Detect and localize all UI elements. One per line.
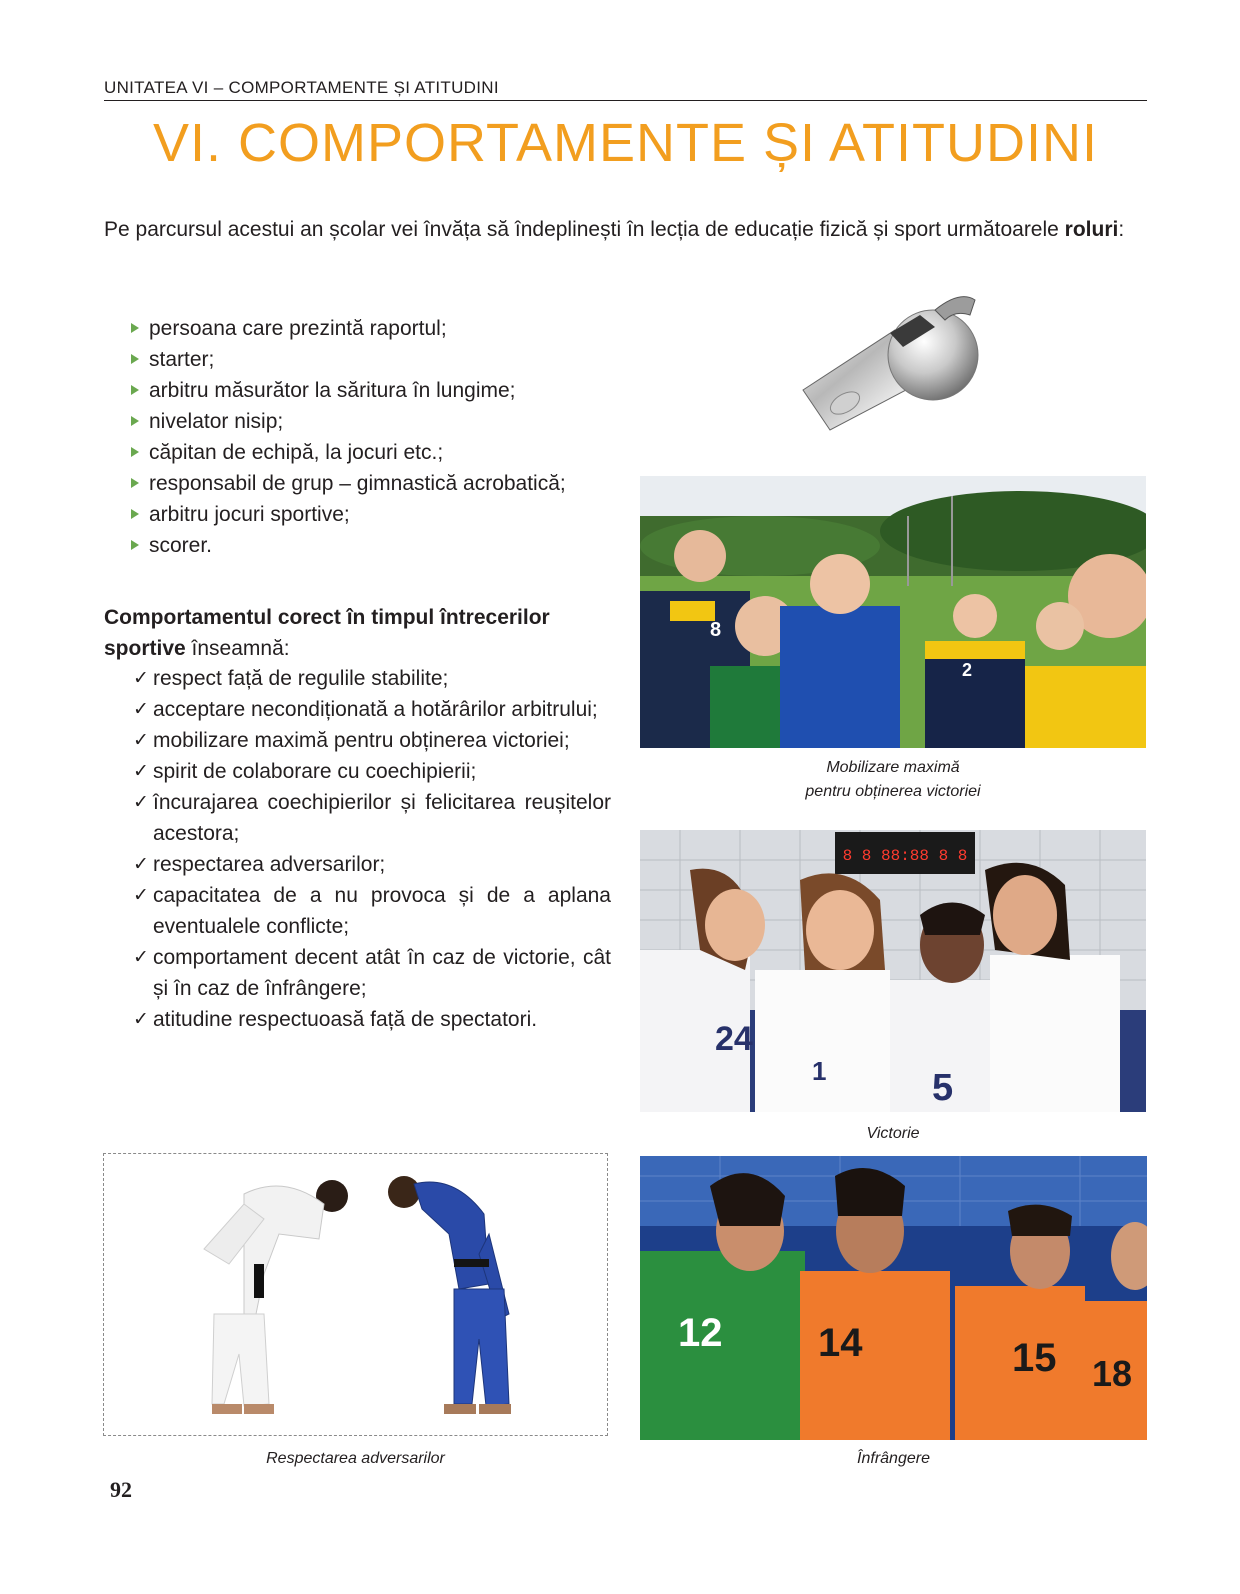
triangle-bullet-icon <box>131 323 139 333</box>
list-item <box>131 406 566 437</box>
check-icon: ✓ <box>133 667 149 689</box>
list-item <box>133 694 611 725</box>
check-icon: ✓ <box>133 729 149 751</box>
whistle-image <box>785 285 990 435</box>
role-text: arbitru jocuri sportive; <box>149 503 350 526</box>
victory-photo <box>640 830 1146 1112</box>
list-item <box>131 530 566 561</box>
team-caption <box>640 756 1146 804</box>
behavior-text: capacitatea de a nu provoca și de a aplana eventualele conflicte; <box>153 884 611 938</box>
behavior-text: încurajarea coechipierilor și felicitarea reușitelor acestora; <box>153 791 611 845</box>
jersey-number: 24 <box>715 1020 753 1058</box>
defeat-caption: Înfrângere <box>857 1450 930 1467</box>
list-item <box>133 787 611 849</box>
jersey-number: 14 <box>818 1321 863 1365</box>
role-text: responsabil de grup – gimnastică acrobatică; <box>149 472 566 495</box>
jersey-number: 1 <box>812 1056 827 1086</box>
list-item <box>131 313 566 344</box>
triangle-bullet-icon <box>131 385 139 395</box>
behavior-text: respect față de regulile stabilite; <box>153 667 449 690</box>
jersey-number: 15 <box>1012 1336 1057 1380</box>
page-number: 92 <box>110 1477 132 1502</box>
behavior-heading-rest: înseamnă: <box>185 637 290 660</box>
list-item <box>131 437 566 468</box>
role-text: căpitan de echipă, la jocuri etc.; <box>149 441 444 464</box>
triangle-bullet-icon <box>131 416 139 426</box>
whistle-icon <box>785 285 990 435</box>
list-item <box>131 344 566 375</box>
jersey-number: 8 <box>710 619 722 641</box>
list-item <box>133 880 611 942</box>
triangle-bullet-icon <box>131 540 139 550</box>
defeat-photo <box>640 1156 1147 1440</box>
list-item <box>131 499 566 530</box>
team-caption-line1: Mobilizare maximă <box>826 759 960 776</box>
team-huddle-photo <box>640 476 1146 748</box>
triangle-bullet-icon <box>131 447 139 457</box>
scoreboard-display: 8 8 88:88 8 8 <box>842 847 968 865</box>
list-item <box>133 849 611 880</box>
check-icon: ✓ <box>133 853 149 875</box>
check-icon: ✓ <box>133 698 149 720</box>
intro-paragraph <box>104 214 1147 245</box>
check-icon: ✓ <box>133 884 149 906</box>
roles-list <box>131 313 566 561</box>
behavior-heading-bold: Comportamentul corect în timpul întrecerilor sportive <box>104 606 550 660</box>
intro-text: Pe parcursul acestui an școlar vei învăța să îndeplinești în lecția de educație fizică și sport următoarele <box>104 218 1065 241</box>
behavior-list <box>133 663 611 1035</box>
role-text: nivelator nisip; <box>149 410 284 433</box>
jersey-number: 5 <box>932 1067 954 1109</box>
page-title: VI. COMPORTAMENTE ȘI ATITUDINI <box>152 113 1099 173</box>
team-caption-line2: pentru obținerea victoriei <box>805 783 981 800</box>
list-item <box>133 756 611 787</box>
behavior-text: comportament decent atât în caz de victorie, cât și în caz de înfrângere; <box>153 946 611 1000</box>
behavior-text: spirit de colaborare cu coechipierii; <box>153 760 477 783</box>
role-text: scorer. <box>149 534 213 557</box>
role-text: persoana care prezintă raportul; <box>149 317 447 340</box>
list-item <box>133 725 611 756</box>
role-text: starter; <box>149 348 215 371</box>
check-icon: ✓ <box>133 760 149 782</box>
behavior-text: respectarea adversarilor; <box>153 853 386 876</box>
jersey-number: 12 <box>678 1311 723 1355</box>
behavior-text: acceptare necondiționată a hotărârilor arbitrului; <box>153 698 598 721</box>
bow-caption: Respectarea adversarilor <box>266 1450 445 1467</box>
check-icon: ✓ <box>133 1008 149 1030</box>
behavior-heading <box>104 602 614 664</box>
behavior-text: mobilizare maximă pentru obținerea victoriei; <box>153 729 570 752</box>
jersey-number: 2 <box>962 660 973 680</box>
behavior-text: atitudine respectuoasă față de spectatori. <box>153 1008 538 1031</box>
list-item <box>133 1004 611 1035</box>
check-icon: ✓ <box>133 946 149 968</box>
triangle-bullet-icon <box>131 354 139 364</box>
jersey-number: 18 <box>1092 1353 1133 1394</box>
list-item <box>133 663 611 694</box>
victory-caption: Victorie <box>866 1125 920 1142</box>
judo-bow-photo <box>103 1153 608 1436</box>
running-header: UNITATEA VI – COMPORTAMENTE ȘI ATITUDINI <box>104 78 1147 101</box>
triangle-bullet-icon <box>131 509 139 519</box>
intro-bold: roluri <box>1064 218 1119 241</box>
check-icon: ✓ <box>133 791 149 813</box>
triangle-bullet-icon <box>131 478 139 488</box>
role-text: arbitru măsurător la săritura în lungime; <box>149 379 516 402</box>
list-item <box>133 942 611 1004</box>
list-item <box>131 375 566 406</box>
list-item <box>131 468 566 499</box>
intro-suffix: : <box>1118 218 1125 241</box>
